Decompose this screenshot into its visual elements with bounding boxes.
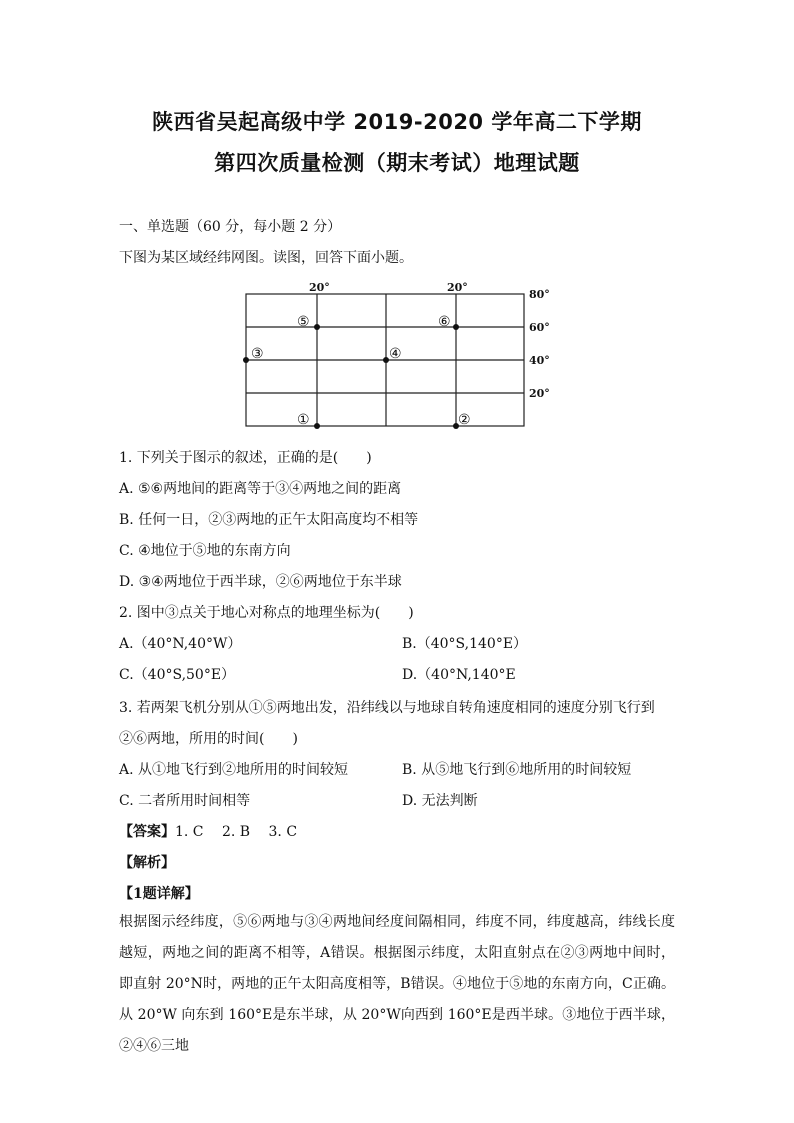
section-heading: 一、单选题（60 分，每小题 2 分） xyxy=(119,219,342,235)
q3-option-a: A. 从①地飞行到②地所用的时间较短 xyxy=(119,762,349,778)
q2-option-c: C.（40°S,50°E） xyxy=(119,667,236,683)
point-5-dot xyxy=(314,324,320,330)
lat-label-60: 60° xyxy=(529,321,550,334)
point-5-label: ⑤ xyxy=(297,314,310,330)
answer-row xyxy=(119,821,297,841)
point-2-label: ② xyxy=(458,412,471,428)
point-1-dot xyxy=(314,423,320,429)
q2-option-a: A.（40°N,40°W） xyxy=(119,636,242,652)
point-6-dot xyxy=(453,324,459,330)
point-4-label: ④ xyxy=(389,346,402,362)
q1-stem: 1. 下列关于图示的叙述，正确的是( ) xyxy=(119,450,372,466)
page-title-line1: 陕西省吴起高级中学 2019-2020 学年高二下学期 xyxy=(152,110,642,134)
lat-lon-grid-figure xyxy=(0,280,794,430)
analysis-paragraph: 根据图示经纬度，⑤⑥两地与③④两地间经度间隔相同，纬度不同，纬度越高，纬线长度越短，两地之间的距离不相等，A错误。根据图示纬度，太阳直射点在②③两地中间时，即直射 20°N时，两地的正午太阳高度相等，B错误。④地位于⑤地的东南方向，C正确。从 20°W 向东到 160°E是东半球，从 20°W向西到 160°E是西半球。③地位于西半球，②④⑥三地 xyxy=(119,914,675,1054)
lon-label-left: 20° xyxy=(309,281,330,294)
lat-label-40: 40° xyxy=(529,354,550,367)
q2-stem: 2. 图中③点关于地心对称点的地理坐标为( ) xyxy=(119,605,414,621)
q1-option-b: B. 任何一日，②③两地的正午太阳高度均不相等 xyxy=(119,512,419,528)
point-3-label: ③ xyxy=(251,346,264,362)
page-title-line2: 第四次质量检测（期末考试）地理试题 xyxy=(214,151,580,175)
q3-stem-line2: ②⑥两地，所用的时间( ) xyxy=(119,731,298,747)
section-intro: 下图为某区域经纬网图。读图，回答下面小题。 xyxy=(119,250,413,266)
lat-label-20: 20° xyxy=(529,387,550,400)
point-1-label: ① xyxy=(297,412,310,428)
analysis-label: 【解析】 xyxy=(119,855,175,871)
q3-option-b: B. 从⑤地飞行到⑥地所用的时间较短 xyxy=(402,762,632,778)
q2-option-b: B.（40°S,140°E） xyxy=(402,636,528,652)
q2-option-d: D.（40°N,140°E xyxy=(402,667,516,683)
point-6-label: ⑥ xyxy=(438,314,451,330)
q3-stem-line1: 3. 若两架飞机分别从①⑤两地出发，沿纬线以与地球自转角速度相同的速度分别飞行到 xyxy=(119,700,655,716)
analysis-detail-label: 【1题详解】 xyxy=(119,886,199,902)
q3-option-c: C. 二者所用时间相等 xyxy=(119,793,251,809)
lon-label-right: 20° xyxy=(447,281,468,294)
q1-option-a: A. ⑤⑥两地间的距离等于③④两地之间的距离 xyxy=(119,481,402,497)
answer-text: 1. C 2. B 3. C xyxy=(175,824,298,840)
q3-option-d: D. 无法判断 xyxy=(402,793,478,809)
q1-option-c: C. ④地位于⑤地的东南方向 xyxy=(119,543,291,559)
q1-option-d: D. ③④两地位于西半球，②⑥两地位于东半球 xyxy=(119,574,402,590)
lat-label-80: 80° xyxy=(529,288,550,301)
point-3-dot xyxy=(243,357,249,363)
answer-label: 【答案】 xyxy=(119,824,175,840)
